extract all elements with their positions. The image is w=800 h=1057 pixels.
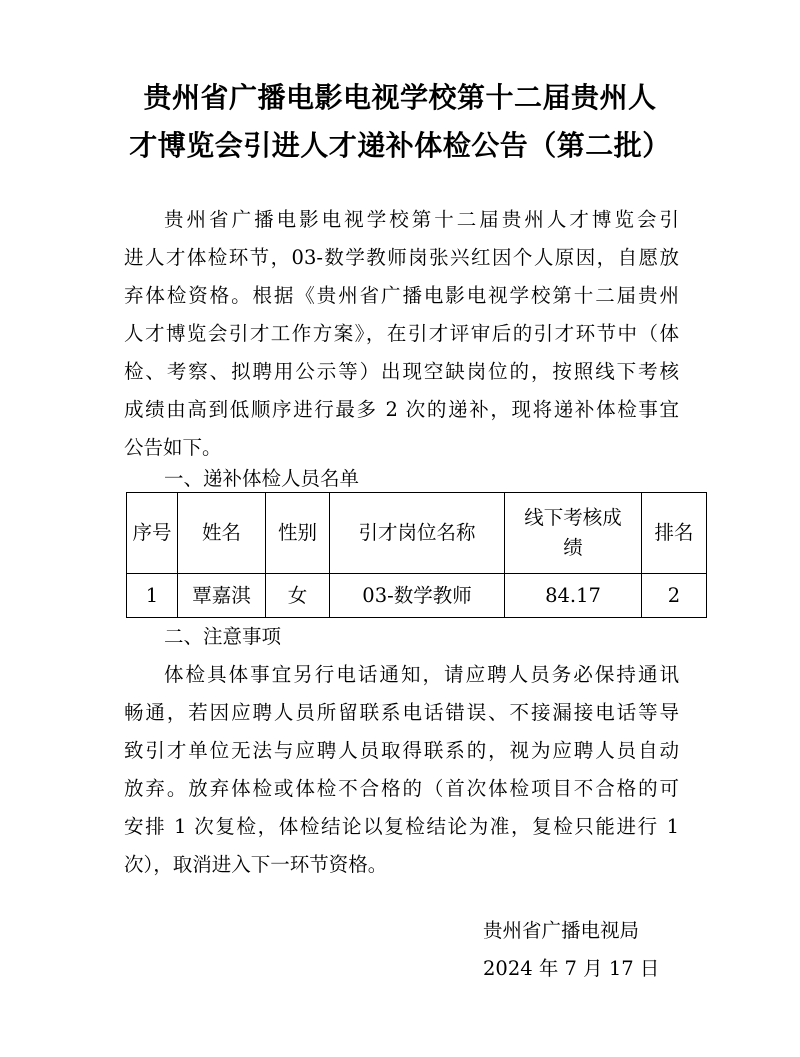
cell-score: 84.17: [505, 574, 642, 618]
header-cell-rank: 排名: [642, 493, 707, 574]
notes-line: 次），取消进入下一环节资格。: [124, 853, 388, 876]
notes-line: 体检具体事宜另行电话通知，请应聘人员务必保持通讯: [164, 663, 679, 686]
notes-line: 安排 1 次复检，体检结论以复检结论为准，复检只能进行 1: [124, 815, 679, 838]
cell-rank: 2: [642, 574, 707, 618]
intro-line: 贵州省广播电影电视学校第十二届贵州人才博览会引: [164, 208, 679, 231]
candidate-table: [126, 492, 707, 618]
header-cell-position: 引才岗位名称: [330, 493, 505, 574]
table-header-row: [127, 493, 707, 574]
header-cell-index: 序号: [127, 493, 178, 574]
intro-line: 人才博览会引才工作方案》，在引才评审后的引才环节中（体: [124, 322, 679, 345]
intro-line: 检、考察、拟聘用公示等）出现空缺岗位的，按照线下考核: [124, 360, 679, 383]
cell-gender: 女: [266, 574, 330, 618]
cell-index: 1: [127, 574, 178, 618]
table-row: [127, 574, 707, 618]
issuing-organization: 贵州省广播电视局: [483, 919, 640, 942]
cell-name: 覃嘉淇: [178, 574, 266, 618]
section-heading-list: 一、递补体检人员名单: [164, 467, 360, 490]
header-cell-name: 姓名: [178, 493, 266, 574]
notes-line: 畅通，若因应聘人员所留联系电话错误、不接漏接电话等导: [124, 701, 679, 724]
notes-line: 致引才单位无法与应聘人员取得联系的，视为应聘人员自动: [124, 739, 679, 762]
issue-date: 2024 年 7 月 17 日: [483, 957, 660, 980]
cell-position: 03-数学教师: [330, 574, 505, 618]
document-title-line-1: 贵州省广播电影电视学校第十二届贵州人: [143, 81, 657, 114]
header-cell-gender: 性别: [266, 493, 330, 574]
header-cell-score: 线下考核成绩: [505, 493, 642, 574]
intro-line: 进人才体检环节，03-数学教师岗张兴红因个人原因，自愿放: [124, 246, 679, 269]
intro-line: 弃体检资格。根据《贵州省广播电影电视学校第十二届贵州: [124, 284, 679, 307]
intro-line: 成绩由高到低顺序进行最多 2 次的递补，现将递补体检事宜: [124, 398, 679, 421]
intro-line: 公告如下。: [124, 436, 222, 459]
notes-line: 放弃。放弃体检或体检不合格的（首次体检项目不合格的可: [124, 777, 679, 800]
section-heading-notes: 二、注意事项: [164, 625, 282, 648]
document-title-line-2: 才博览会引进人才递补体检公告（第二批）: [129, 129, 671, 162]
